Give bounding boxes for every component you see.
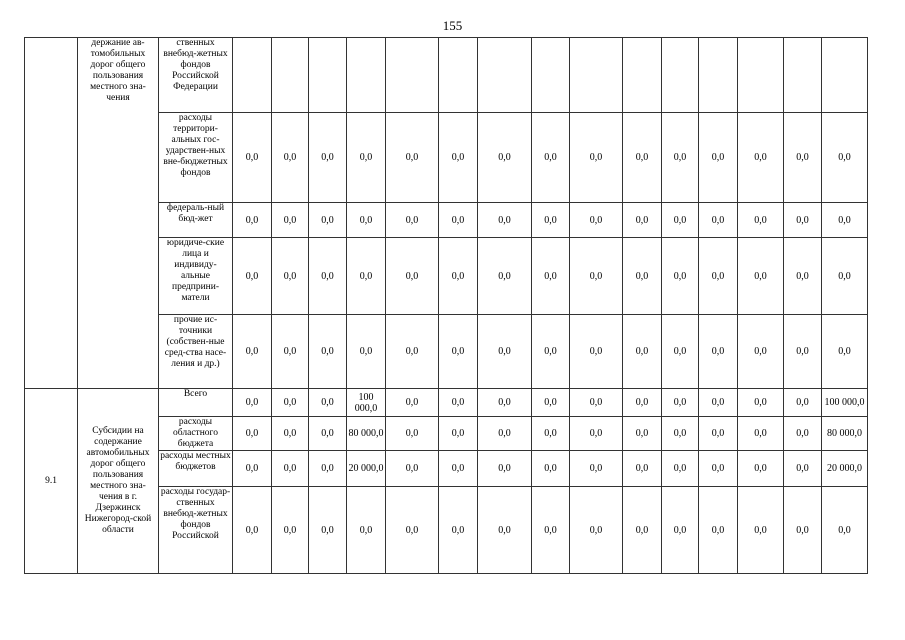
value-cell: 0,0: [309, 203, 347, 238]
value-cell: 0,0: [662, 315, 699, 389]
value-cell: 0,0: [233, 203, 272, 238]
funding-source-cell: ственных внебюд-жетных фондов Российской Федерации: [159, 38, 233, 113]
value-cell: 0,0: [386, 389, 439, 417]
value-cell: 0,0: [532, 315, 570, 389]
value-cell: 0,0: [233, 315, 272, 389]
value-cell: 0,0: [233, 417, 272, 451]
value-cell: 0,0: [662, 238, 699, 315]
value-cell: 0,0: [623, 389, 662, 417]
value-cell: 0,0: [439, 451, 478, 487]
funding-source-cell: расходы территори-альных гос-ударствен-ных вне-бюджетных фондов: [159, 113, 233, 203]
value-cell: [532, 38, 570, 113]
value-cell: 0,0: [662, 203, 699, 238]
value-cell: 0,0: [347, 203, 386, 238]
value-cell: 0,0: [532, 238, 570, 315]
value-cell: [570, 38, 623, 113]
value-cell: 0,0: [439, 417, 478, 451]
value-cell: 0,0: [272, 487, 309, 574]
value-cell: 0,0: [699, 389, 738, 417]
value-cell: 0,0: [784, 113, 822, 203]
value-cell: 0,0: [570, 389, 623, 417]
value-cell: 0,0: [699, 113, 738, 203]
funding-source-cell: расходы местных бюджетов: [159, 451, 233, 487]
value-cell: 0,0: [738, 238, 784, 315]
value-cell: 0,0: [478, 417, 532, 451]
value-cell: [309, 38, 347, 113]
funding-source-cell: Всего: [159, 389, 233, 417]
value-cell: 0,0: [532, 417, 570, 451]
value-cell: 0,0: [822, 315, 868, 389]
value-cell: 0,0: [662, 487, 699, 574]
value-cell: 0,0: [532, 113, 570, 203]
value-cell: 0,0: [478, 113, 532, 203]
value-cell: 0,0: [309, 389, 347, 417]
value-cell: 0,0: [347, 315, 386, 389]
value-cell: 0,0: [570, 203, 623, 238]
value-cell: 0,0: [738, 389, 784, 417]
value-cell: [386, 38, 439, 113]
value-cell: 20 000,0: [822, 451, 868, 487]
value-cell: 0,0: [532, 451, 570, 487]
funding-source-cell: юридиче-ские лица и индивиду-альные предприни-матели: [159, 238, 233, 315]
value-cell: 0,0: [623, 451, 662, 487]
value-cell: 0,0: [478, 238, 532, 315]
value-cell: 0,0: [738, 451, 784, 487]
row-number-cell: 9.1: [25, 389, 78, 574]
value-cell: 0,0: [478, 315, 532, 389]
value-cell: 0,0: [272, 417, 309, 451]
value-cell: 20 000,0: [347, 451, 386, 487]
value-cell: 0,0: [784, 451, 822, 487]
value-cell: [439, 38, 478, 113]
funding-source-cell: расходы государ-ственных внебюд-жетных фондов Российской: [159, 487, 233, 574]
value-cell: 0,0: [272, 113, 309, 203]
measure-name-cell: держание ав-томобильных дорог общего пользования местного зна-чения: [78, 38, 159, 389]
value-cell: 0,0: [784, 417, 822, 451]
value-cell: 0,0: [662, 113, 699, 203]
value-cell: 0,0: [309, 417, 347, 451]
value-cell: 0,0: [662, 389, 699, 417]
value-cell: 0,0: [623, 487, 662, 574]
value-cell: [478, 38, 532, 113]
page-number: 155: [442, 18, 463, 33]
value-cell: 0,0: [532, 389, 570, 417]
value-cell: 0,0: [784, 389, 822, 417]
value-cell: 0,0: [309, 451, 347, 487]
value-cell: 0,0: [570, 315, 623, 389]
value-cell: 0,0: [784, 487, 822, 574]
value-cell: 0,0: [272, 238, 309, 315]
value-cell: 0,0: [570, 238, 623, 315]
table-row: [25, 38, 868, 113]
funding-source-cell: федераль-ный бюд-жет: [159, 203, 233, 238]
value-cell: 0,0: [784, 238, 822, 315]
budget-table: [24, 37, 868, 574]
table-body: [25, 38, 868, 574]
value-cell: 0,0: [347, 238, 386, 315]
value-cell: 0,0: [478, 451, 532, 487]
value-cell: 0,0: [699, 487, 738, 574]
value-cell: 80 000,0: [822, 417, 868, 451]
value-cell: 0,0: [699, 203, 738, 238]
value-cell: 0,0: [784, 203, 822, 238]
value-cell: 0,0: [233, 113, 272, 203]
value-cell: 0,0: [570, 113, 623, 203]
value-cell: 0,0: [699, 315, 738, 389]
value-cell: 0,0: [386, 315, 439, 389]
value-cell: 0,0: [439, 389, 478, 417]
value-cell: 0,0: [439, 238, 478, 315]
value-cell: 0,0: [309, 238, 347, 315]
value-cell: [699, 38, 738, 113]
value-cell: 0,0: [386, 203, 439, 238]
value-cell: 0,0: [822, 487, 868, 574]
row-number-cell: [25, 38, 78, 389]
value-cell: 0,0: [822, 203, 868, 238]
value-cell: 0,0: [623, 417, 662, 451]
value-cell: 0,0: [386, 417, 439, 451]
value-cell: 0,0: [822, 238, 868, 315]
value-cell: [662, 38, 699, 113]
value-cell: 100 000,0: [347, 389, 386, 417]
value-cell: 0,0: [309, 315, 347, 389]
value-cell: 0,0: [439, 315, 478, 389]
value-cell: 0,0: [439, 487, 478, 574]
value-cell: [738, 38, 784, 113]
value-cell: 0,0: [347, 487, 386, 574]
value-cell: 0,0: [233, 451, 272, 487]
value-cell: 0,0: [570, 451, 623, 487]
value-cell: 0,0: [478, 487, 532, 574]
value-cell: 0,0: [386, 238, 439, 315]
value-cell: 0,0: [233, 238, 272, 315]
value-cell: 0,0: [699, 238, 738, 315]
funding-source-cell: расходы областного бюджета: [159, 417, 233, 451]
value-cell: 0,0: [623, 238, 662, 315]
value-cell: [233, 38, 272, 113]
value-cell: 0,0: [532, 203, 570, 238]
value-cell: 0,0: [662, 417, 699, 451]
value-cell: [784, 38, 822, 113]
value-cell: 0,0: [532, 487, 570, 574]
value-cell: 0,0: [478, 389, 532, 417]
value-cell: [822, 38, 868, 113]
value-cell: 0,0: [309, 113, 347, 203]
value-cell: [623, 38, 662, 113]
measure-name-cell: Субсидии на содержание автомобильных дорог общего пользования местного зна-чения в г. Дзержинск Нижегород-ской области: [78, 389, 159, 574]
value-cell: 0,0: [309, 487, 347, 574]
value-cell: 0,0: [662, 451, 699, 487]
value-cell: 0,0: [386, 451, 439, 487]
value-cell: 0,0: [347, 113, 386, 203]
value-cell: 0,0: [822, 113, 868, 203]
value-cell: 0,0: [233, 389, 272, 417]
value-cell: 0,0: [699, 451, 738, 487]
value-cell: 0,0: [386, 487, 439, 574]
value-cell: 0,0: [272, 451, 309, 487]
value-cell: 0,0: [439, 203, 478, 238]
value-cell: 0,0: [272, 315, 309, 389]
value-cell: 0,0: [699, 417, 738, 451]
funding-source-cell: прочие ис-точники (собствен-ные сред-ства насе-ления и др.): [159, 315, 233, 389]
value-cell: 100 000,0: [822, 389, 868, 417]
value-cell: 0,0: [738, 417, 784, 451]
value-cell: 0,0: [738, 315, 784, 389]
value-cell: 0,0: [738, 487, 784, 574]
value-cell: [272, 38, 309, 113]
value-cell: 0,0: [623, 113, 662, 203]
value-cell: 0,0: [233, 487, 272, 574]
value-cell: 0,0: [784, 315, 822, 389]
value-cell: 0,0: [386, 113, 439, 203]
value-cell: 0,0: [272, 203, 309, 238]
value-cell: 80 000,0: [347, 417, 386, 451]
value-cell: 0,0: [623, 203, 662, 238]
value-cell: 0,0: [738, 203, 784, 238]
value-cell: 0,0: [478, 203, 532, 238]
value-cell: 0,0: [272, 389, 309, 417]
value-cell: [347, 38, 386, 113]
value-cell: 0,0: [623, 315, 662, 389]
table-row: [25, 389, 868, 417]
value-cell: 0,0: [570, 417, 623, 451]
value-cell: 0,0: [570, 487, 623, 574]
value-cell: 0,0: [738, 113, 784, 203]
value-cell: 0,0: [439, 113, 478, 203]
